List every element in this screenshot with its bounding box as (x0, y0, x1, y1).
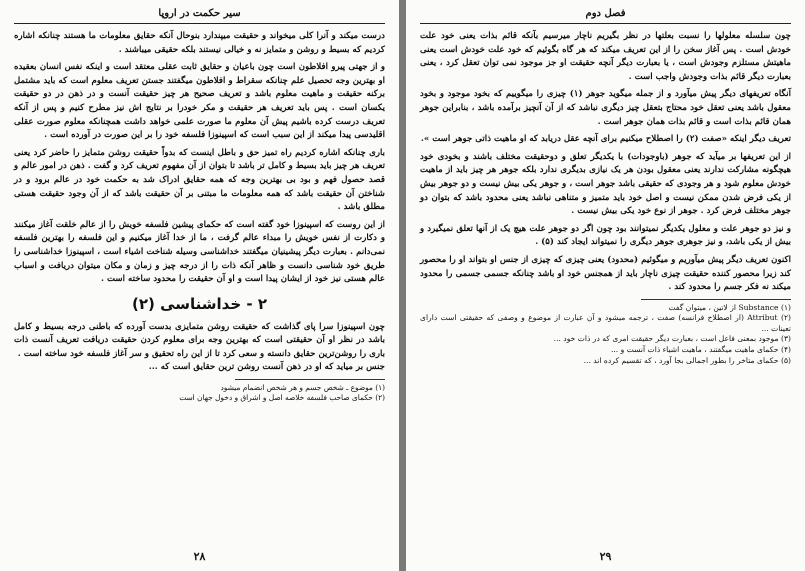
right-page (406, 0, 805, 571)
paragraph: درست میکند و آنرا کلی میخواند و حقیقت میپندارد بنوحال آنکه حقایق معلومات ما هستند چنانکه اشاره کردیم که بسیط و روشن و متمایز نه و خیالی نیستند بلکه حقیقی میباشند . (14, 31, 385, 55)
page-number: ۲۹ (599, 550, 612, 563)
paragraph: آنگاه تعریفهای دیگر پیش میآورد و از جمله میگوید جوهر (۱) چیزی را میگوییم که بخود موجود و بخود معقول باشد یعنی تعقل خود محتاج بتعقل چیز دیگری نباشد که از آن آنچیز برآمده باشد ، بنابراین جوهر همان قائم بذات است و قائم بذات همان جوهر است . (420, 89, 791, 127)
paragraph: از این روست که اسپینوزا خود گفته است که حکمای پیشین فلسفه خویش را از عالم خلقت آغاز میکنند و دکارت از نفس خویش را مبداء عالم گرفت ، ما از خدا آغاز میکنیم و این فلسفه را بهترین فلسفه نمی‌دانم . بعبارت دیگر پیشینیان میگفتند خداشناسی وسیله شناخت اشیاء است ، اسپینوزا خداشناسی را طریق خود شناسی دانست و ظاهر آنکه ذات را از درجه چیز و زمان و مکان میتوان دریافت و اسباب عالم هستی نیز خود از ایشان پیدا است و او آن حقیقت را محدود ساخته است . (14, 219, 385, 285)
footnote: (۳) موجود بمعنی فاعل است ، بعبارت دیگر حقیقت امری که در ذات خود ... (553, 334, 791, 344)
footnotes (14, 383, 385, 404)
page-number: ۲۸ (193, 550, 206, 563)
paragraph: و نیز دو جوهر علت و معلول یکدیگر نمیتوانند بود چون اگر دو جوهر علت هیچ یک از آنها تعلق نمیگیرد و بیش از یکی باشد، و نیز جوهری جوهر دیگری را نمیتواند ایجاد کند (۵) . (420, 223, 791, 248)
paragraph: و از جهتی پیرو افلاطون است چون باعیان و حقایق ثابت عقلی معتقد است و اینکه نفس انسان بعقیده او بهترین وجه تحصیل علم چنانکه سقراط و افلاطون میگفتند جستن تعریف معلوم است که باید مشتمل برکنه حقیقت و ماهیت معلوم باشد و تعریف صحیح هر چیز حقیقت آنست و در ذهن در دو حقیقت یکسان است . پس باید تعریف هر حقیقت و مکر خودرا بر نتایج اش نیز مطرح کنیم و پس از آنکه تعریف درست کرده باشیم پیش آن معلوم ما صورت علمی خواهد داشت همچنانکه معلوم صورت عقلی اقلیدسی پیدا میکند از این سبب است که اسپینوزا فلسفه خود را بر این صورت در آورده است . (14, 62, 385, 141)
footnote: (۱) Substance از لاتین ، میتوان گفت (668, 302, 791, 312)
left-page (0, 0, 399, 571)
footnote: (۲) حکمای صاحب فلسفه خلاصه اصل و اشراق و دخول جهان است (179, 393, 385, 403)
paragraph: از این تعریفها بر میآید که جوهر (باوجودات) با یکدیگر تعلق و دوحقیقت مختلف باشند و بخودی خود هیچگونه مشارکت ندارند یعنی معقول بودن هر یک نیازی بدیگری ندارد بلکه جوهر هر چیز باید از ماهیت خودش معلوم شود و هر وجودی که حقیقی باشد جوهر است ، و جوهر یکی بیش نیست و دو جوهر بیش از یکی فرض شدن ممکن نیست و اصل خود باید متمیز و متناهی نباشد یعنی محدود باشد که بتوان دو جوهر مختلف فرض کرد . جوهر از نوع خود یکی بیش نیست . (420, 151, 791, 217)
paragraph: جنس بر میاید که او در ذهن آنست روشن ترین حقایق است که ... (148, 362, 385, 373)
page-body (14, 30, 385, 404)
page-body (420, 30, 791, 366)
paragraph: چون سلسله معلولها را نسبت بعلتها در نظر بگیریم ناچار میرسیم بآنکه قائم بذات یعنی خود علت خودش است . پس آغاز سخن را از این تعریف میکند که هر گاه بگوئیم که خود علت خودش است یعنی ماهیتش مستلزم وجودش است ، یا بعبارت دیگر آنچه حقیقت او جز موجود نمی توان تعقل کرد ، یعنی بعبارت دیگر قائم بذات وجودش واجب است . (420, 31, 791, 82)
footnote: (۲) Attribut (ار اصطلاح فرانسه) صفت ، ترجمه میشود و آن عبارت از موضوع و وصفی که حقیقتی است دارای تعینات ... (420, 313, 791, 333)
paragraph: اکنون تعریف دیگر پیش میآوریم و میگوئیم (محدود) یعنی چیزی که چیزی از جنس او بتواند او را محصور کند زیرا محصور کننده حقیقت چیزی ناچار باید از همجنس خود او باشد چنانکه جسمی جسمی را محدود میکند نه فکر جسم را محدود کند . (420, 254, 791, 293)
footnote-divider (641, 299, 791, 300)
footnote-divider (235, 379, 385, 380)
footnote: (۱) موضوع ـ شخص جسم و هر شخص انضمام میشود (220, 383, 385, 393)
running-header: فصل دوم (420, 6, 791, 24)
running-header: سیر حکمت در اروپا (14, 6, 385, 24)
section-title: ۲ - خداشناسی (۲) (132, 294, 267, 313)
footnotes (420, 303, 791, 367)
paragraph: تعریف دیگر اینکه «صفت (۲) را اصطلاح میکنیم برای آنچه عقل دریابد که او ماهیت ذاتی جوهر است ». (420, 134, 791, 145)
footnote: (۵) حکمای متاخر را بطور اجمالی بجا آورد ، که تقسیم کرده اند ... (583, 355, 791, 365)
paragraph: باری چنانکه اشاره کردیم راه تمیز حق و باطل اینست که بدواً حقیقت روشن متمایز را حاضر کرد یعنی تعریف هر چیز باید بسیط و کامل تر باشد تا بتوان از آن مفهوم تعریف کرد و گفت . ذهن در امور عالم و قصد حصول فهم و بود بی بهترین وجه که همه حقایق ادراک شد به حکمت خود در عالم برود و در شناختن آن حقیقت باشد که همه معلومات ما مبتنی بر آن حقیقت باشد که از آن وجود حقیقت هستی مطلق باشد . (14, 147, 385, 213)
paragraph: چون اسپینوزا سرا پای گذاشت که حقیقت روشن متمایزی بدست آورده که باطنی درجه بسیط و کامل باشد در نظر او آن حقیقتی است که بهترین وجه برای معلوم کردن حقیقت دریافت تعریف آنست ذات باری را روشن‌ترین حقایق دانسته و سعی کرد تا از این راه تحقیق و سر آغاز فلسفه خود ساخته است . (14, 321, 385, 359)
footnote: (۴) حکمای ماهیت میگفتند ، ماهیت اشیاء ذات آنست و ... (610, 345, 791, 355)
